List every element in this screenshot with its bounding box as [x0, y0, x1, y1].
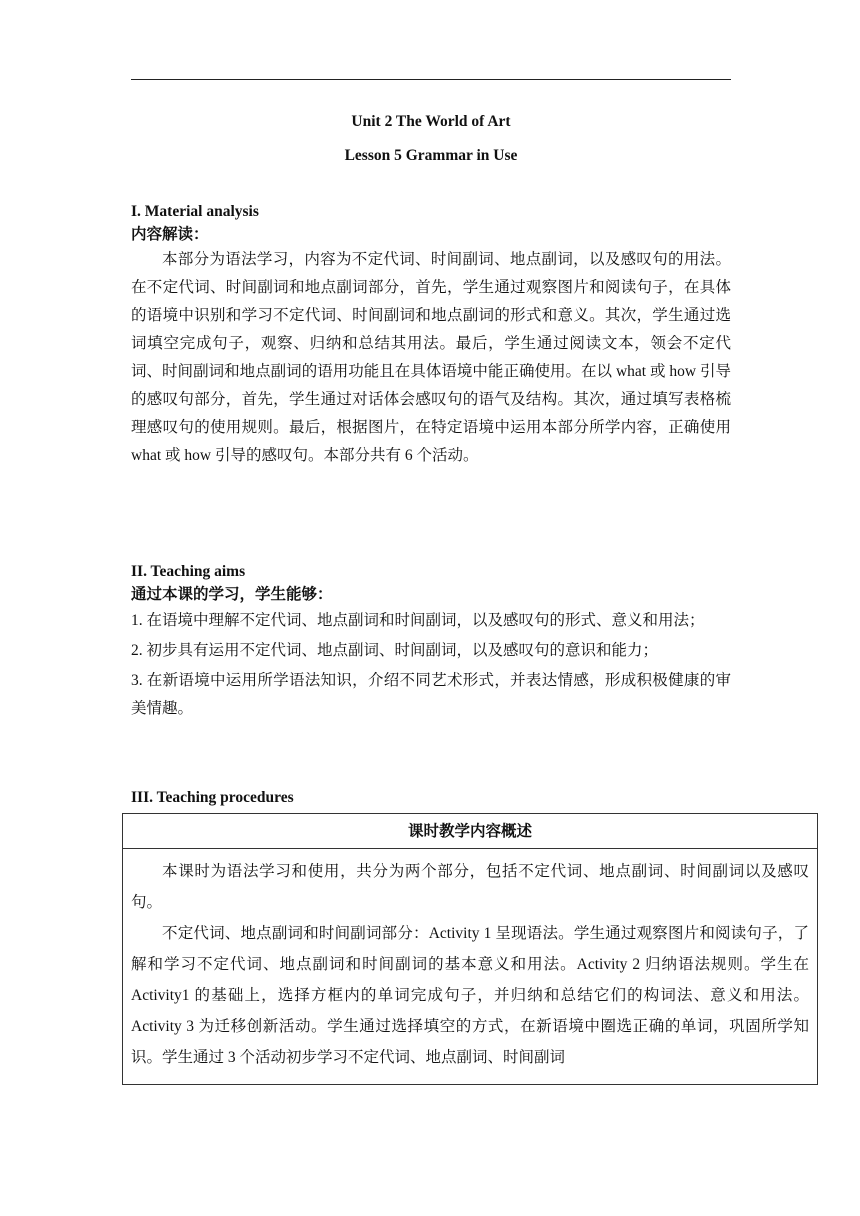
section1-subheading: 内容解读： — [131, 225, 209, 243]
section2-subheading: 通过本课的学习，学生能够： — [131, 585, 333, 603]
section-material-analysis — [131, 201, 731, 470]
aim-item-3: 3. 在新语境中运用所学语法知识，介绍不同艺术形式，并表达情感，形成积极健康的审美情趣。 — [131, 672, 731, 717]
section-teaching-aims — [131, 561, 731, 723]
aim-item-2: 2. 初步具有运用不定代词、地点副词、时间副词，以及感叹句的意识和能力； — [131, 642, 659, 659]
table-paragraph-1: 本课时为语法学习和使用，共分为两个部分，包括不定代词、地点副词、时间副词以及感叹句。 — [131, 863, 809, 911]
section1-paragraph: 本部分为语法学习，内容为不定代词、时间副词、地点副词，以及感叹句的用法。在不定代词、时间副词和地点副词部分，首先，学生通过观察图片和阅读句子，在具体的语境中识别和学习不定代词、时间副词和地点副词的形式和意义。其次，学生通过选词填空完成句子，观察、归纳和总结其用法。最后，学生通过阅读文本，领会不定代词、时间副词和地点副词的语用功能且在具体语境中能正确使用。在以 what 或 how 引导的感叹句部分，首先，学生通过对话体会感叹句的语气及结构。其次，通过填写表格梳理感叹句的使用规则。最后，根据图片，在特定语境中运用本部分所学内容，正确使用 what 或 how 引导的感叹句。本部分共有 6 个活动。 — [131, 251, 731, 464]
table-header: 课时教学内容概述 — [123, 814, 817, 849]
table-body — [123, 849, 817, 1073]
top-rule — [131, 79, 731, 80]
aim-item-1: 1. 在语境中理解不定代词、地点副词和时间副词，以及感叹句的形式、意义和用法； — [131, 612, 705, 629]
section1-heading: I. Material analysis — [131, 203, 259, 220]
table-paragraph-2: 不定代词、地点副词和时间副词部分：Activity 1 呈现语法。学生通过观察图片和阅读句子，了解和学习不定代词、地点副词和时间副词的基本意义和用法。Activity 2 归纳语法规则。学生在 Activity1 的基础上，选择方框内的单词完成句子，并归纳和总结它们的构词法、意义和用法。Activity 3 为迁移创新活动。学生通过选择填空的方式，在新语境中圈选正确的单词，巩固所学知识。学生通过 3 个活动初步学习不定代词、地点副词、时间副词 — [131, 925, 809, 1066]
section-teaching-procedures — [131, 787, 731, 809]
unit-title: Unit 2 The World of Art — [351, 113, 511, 130]
section2-heading: II. Teaching aims — [131, 563, 246, 580]
lesson-title: Lesson 5 Grammar in Use — [344, 147, 518, 164]
procedures-table — [122, 813, 818, 1085]
section3-heading: III. Teaching procedures — [131, 789, 294, 806]
